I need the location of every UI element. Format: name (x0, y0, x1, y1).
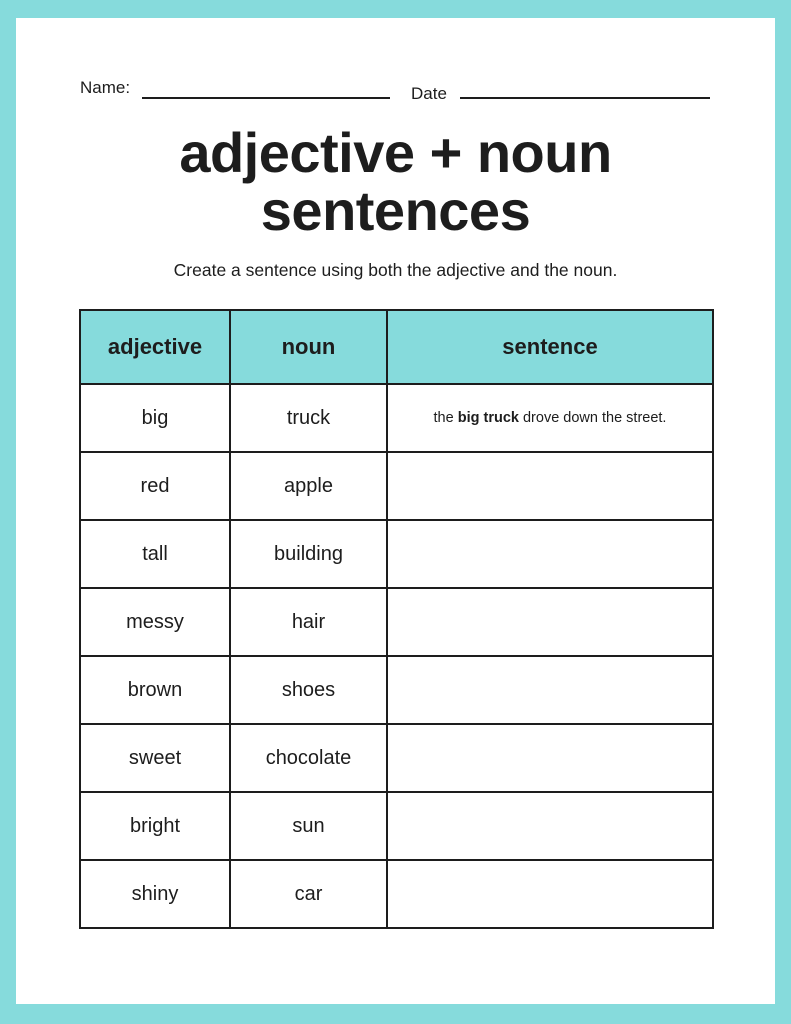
name-date-row (80, 78, 712, 102)
adjective-cell: brown (80, 656, 230, 724)
table-row (80, 384, 713, 452)
adjective-cell: red (80, 452, 230, 520)
date-line (460, 97, 710, 99)
adjective-cell: big (80, 384, 230, 452)
adjective-cell: bright (80, 792, 230, 860)
table-row (80, 656, 713, 724)
sentence-answer-cell[interactable] (387, 588, 713, 656)
noun-cell: shoes (230, 656, 387, 724)
sentence-answer-cell[interactable] (387, 724, 713, 792)
worksheet-table (79, 309, 714, 929)
sentence-answer-cell[interactable] (387, 792, 713, 860)
instructions: Create a sentence using both the adjective and the noun. (173, 260, 618, 280)
example-bold-words: big truck (457, 410, 519, 426)
table-row (80, 588, 713, 656)
adjective-cell: messy (80, 588, 230, 656)
table-row (80, 860, 713, 928)
date-label: Date (411, 84, 447, 103)
name-label: Name: (80, 78, 131, 97)
example-sentence-cell (387, 384, 713, 452)
table-row (80, 724, 713, 792)
noun-cell: truck (230, 384, 387, 452)
header-noun: noun (230, 310, 387, 384)
table-header-row (80, 310, 713, 384)
noun-cell: sun (230, 792, 387, 860)
header-adjective: adjective (80, 310, 230, 384)
sentence-answer-cell[interactable] (387, 452, 713, 520)
example-prefix: the (433, 410, 454, 426)
table-row (80, 792, 713, 860)
adjective-cell: sweet (80, 724, 230, 792)
noun-cell: hair (230, 588, 387, 656)
sentence-answer-cell[interactable] (387, 656, 713, 724)
adjective-cell: shiny (80, 860, 230, 928)
page-title (0, 121, 791, 242)
header-sentence: sentence (387, 310, 713, 384)
name-line (142, 97, 390, 99)
title-line-2: sentences (260, 179, 531, 242)
sentence-answer-cell[interactable] (387, 520, 713, 588)
example-suffix: drove down the street. (522, 410, 667, 426)
noun-cell: car (230, 860, 387, 928)
sentence-answer-cell[interactable] (387, 860, 713, 928)
noun-cell: apple (230, 452, 387, 520)
table-row (80, 452, 713, 520)
table-row (80, 520, 713, 588)
adjective-cell: tall (80, 520, 230, 588)
noun-cell: chocolate (230, 724, 387, 792)
title-line-1: adjective + noun (179, 121, 612, 184)
noun-cell: building (230, 520, 387, 588)
